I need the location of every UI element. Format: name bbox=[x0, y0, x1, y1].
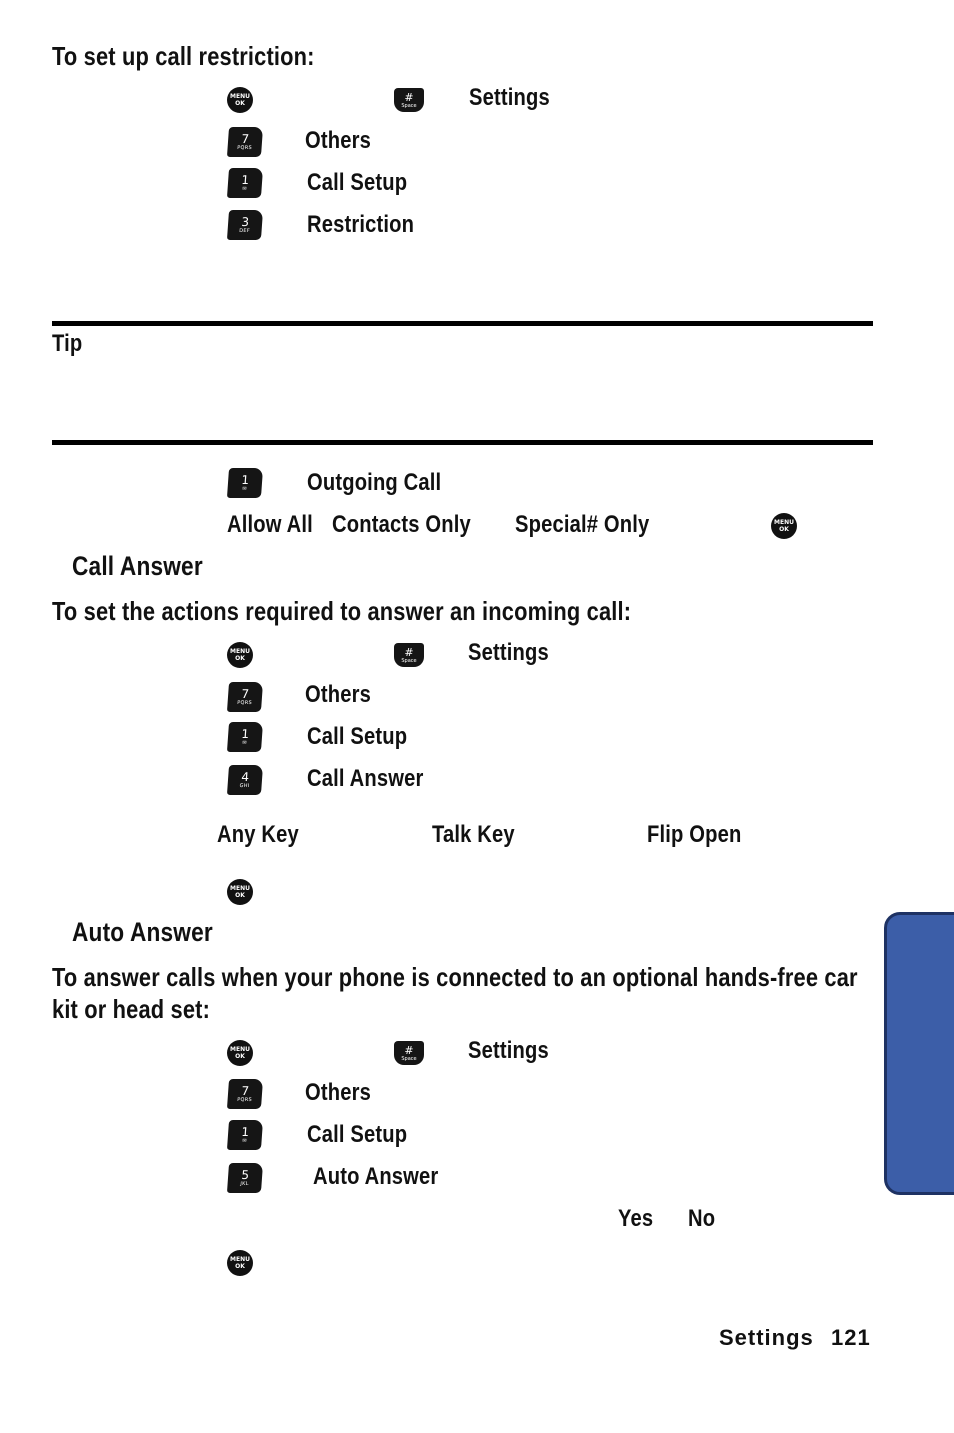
call-answer-title: Call Answer bbox=[72, 551, 203, 581]
tip-bottom-rule bbox=[52, 440, 873, 445]
option-special-only: Special# Only bbox=[515, 511, 650, 538]
menu-ok-key-icon: MENU OK bbox=[771, 513, 797, 539]
step-settings: Settings bbox=[469, 84, 550, 111]
step-restriction: Restriction bbox=[307, 211, 415, 238]
key-7-icon: 7 PQRS bbox=[227, 682, 263, 712]
auto-answer-title: Auto Answer bbox=[72, 917, 213, 947]
key-1-icon: 1 ✉ bbox=[227, 722, 263, 752]
footer-section: Settings bbox=[719, 1325, 814, 1350]
option-allow-all: Allow All bbox=[227, 511, 313, 538]
menu-ok-key-icon: MENU OK bbox=[227, 879, 253, 905]
option-flip-open: Flip Open bbox=[647, 821, 742, 848]
tip-label: Tip bbox=[52, 330, 83, 357]
step-others: Others bbox=[305, 1079, 371, 1106]
key-4-icon: 4 GHI bbox=[227, 765, 263, 795]
call-answer-heading: To set the actions required to answer an incoming call: bbox=[52, 596, 632, 626]
step-call-setup: Call Setup bbox=[307, 1121, 408, 1148]
auto-answer-heading-line2: kit or head set: bbox=[52, 994, 211, 1024]
step-others: Others bbox=[305, 681, 371, 708]
footer-page-number: 121 bbox=[831, 1325, 871, 1350]
tip-top-rule bbox=[52, 321, 873, 326]
key-1-icon: 1 ✉ bbox=[227, 168, 263, 198]
key-5-icon: 5 JKL bbox=[227, 1163, 263, 1193]
step-settings: Settings bbox=[468, 1037, 549, 1064]
step-outgoing-call: Outgoing Call bbox=[307, 469, 442, 496]
step-call-setup: Call Setup bbox=[307, 723, 408, 750]
step-settings: Settings bbox=[468, 639, 549, 666]
step-others: Others bbox=[305, 127, 371, 154]
key-7-icon: 7 PQRS bbox=[227, 127, 263, 157]
menu-ok-key-icon: MENU OK bbox=[227, 642, 253, 668]
hash-key-icon: # Space bbox=[394, 643, 424, 667]
key-1-icon: 1 ✉ bbox=[227, 1120, 263, 1150]
key-1-icon: 1 ✉ bbox=[227, 468, 263, 498]
option-contacts-only: Contacts Only bbox=[332, 511, 471, 538]
step-call-answer: Call Answer bbox=[307, 765, 424, 792]
key-7-icon: 7 PQRS bbox=[227, 1079, 263, 1109]
option-no: No bbox=[688, 1205, 716, 1232]
section-side-tab bbox=[884, 912, 954, 1195]
hash-key-icon: # Space bbox=[394, 88, 424, 112]
option-talk-key: Talk Key bbox=[432, 821, 515, 848]
menu-ok-key-icon: MENU OK bbox=[227, 1250, 253, 1276]
hash-key-icon: # Space bbox=[394, 1041, 424, 1065]
step-auto-answer: Auto Answer bbox=[313, 1163, 439, 1190]
restriction-heading: To set up call restriction: bbox=[52, 41, 315, 71]
option-yes: Yes bbox=[618, 1205, 654, 1232]
menu-ok-key-icon: MENU OK bbox=[227, 87, 253, 113]
auto-answer-heading-line1: To answer calls when your phone is connected to an optional hands-free car bbox=[52, 962, 858, 992]
key-3-icon: 3 DEF bbox=[227, 210, 263, 240]
menu-ok-key-icon: MENU OK bbox=[227, 1040, 253, 1066]
step-call-setup: Call Setup bbox=[307, 169, 408, 196]
option-any-key: Any Key bbox=[217, 821, 299, 848]
